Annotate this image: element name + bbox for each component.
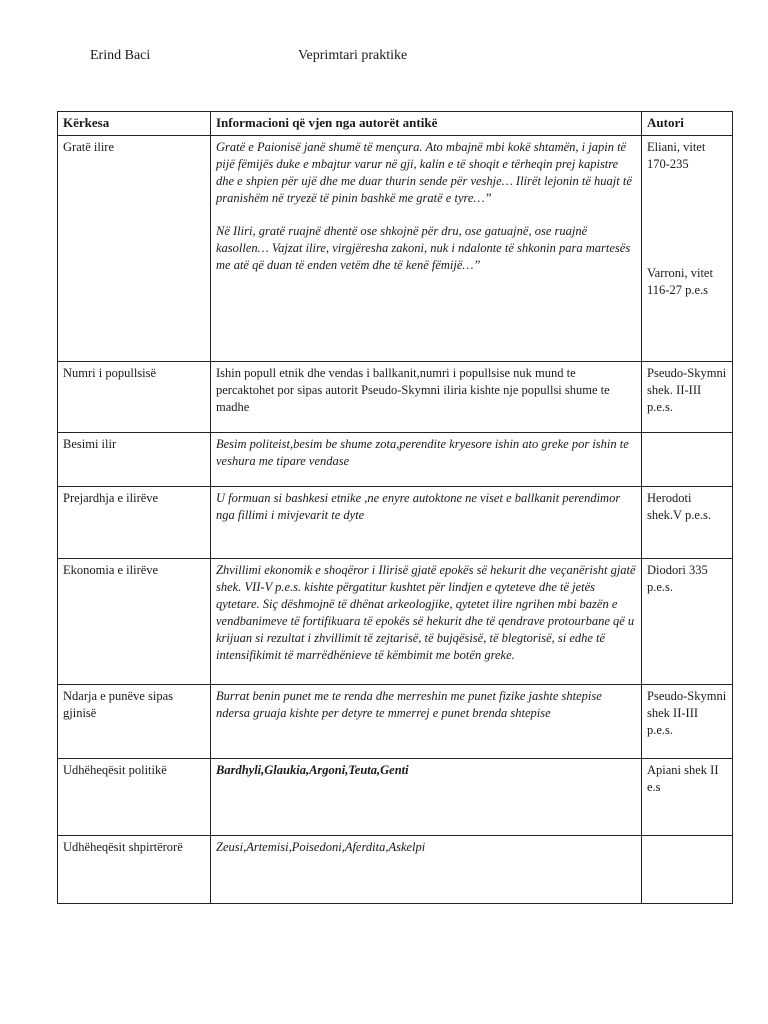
table-row [58, 685, 733, 759]
info-cell: Zeusi,Artemisi,Poisedoni,Aferdita,Askelpi [211, 836, 642, 904]
author-cell: Apiani shek II e.s [642, 759, 733, 836]
info-cell [211, 136, 642, 362]
table-row [58, 836, 733, 904]
column-header-info: Informacioni që vjen nga autorët antikë [211, 112, 642, 136]
column-header-author: Autori [642, 112, 733, 136]
requirement-cell: Ndarja e punëve sipas gjinisë [58, 685, 211, 759]
requirement-cell: Udhëheqësit shpirtërorë [58, 836, 211, 904]
requirement-cell: Besimi ilir [58, 433, 211, 487]
requirement-cell: Numri i popullsisë [58, 362, 211, 433]
info-cell: Burrat benin punet me te renda dhe merreshin me punet fizike jashte shtepise ndersa gruaja kishte per detyre te mmerrej e punet brenda shtepise [211, 685, 642, 759]
requirement-cell: Ekonomia e ilirëve [58, 559, 211, 685]
requirement-cell: Gratë ilire [58, 136, 211, 362]
author-cell: Pseudo-Skymni shek II-III p.e.s. [642, 685, 733, 759]
author-cell: Pseudo-Skymni shek. II-III p.e.s. [642, 362, 733, 433]
author-cell: Diodori 335 p.e.s. [642, 559, 733, 685]
author-name: Erind Baci [90, 48, 151, 63]
info-cell: Besim politeist,besim be shume zota,perendite kryesore ishin ato greke por ishin te veshura me tipare vendase [211, 433, 642, 487]
requirement-cell: Udhëheqësit politikë [58, 759, 211, 836]
author-cell [642, 136, 733, 362]
info-cell: Bardhyli,Glaukia,Argoni,Teuta,Genti [211, 759, 642, 836]
table-row [58, 487, 733, 559]
author-cell [642, 836, 733, 904]
info-paragraph: Në Iliri, gratë ruajnë dhentë ose shkojnë për dru, ose gatuajnë, ose ruajnë kasollen… Vajzat ilire, virgjëresha zakoni, nuk i ndalonte të shkonin para martesës me atë që duan të enden vetëm dhe të kenë fëmijë…” [216, 224, 631, 272]
column-header-requirement: Kërkesa [58, 112, 211, 136]
info-paragraph: Gratë e Paionisë janë shumë të mençura. Ato mbajnë mbi kokë shtamën, i japin të pijë fëmijës duke e mbajtur varur në gji, kalin e të shoqit e tërheqin prej kapistre dhe e shpien për ujë dhe me duar thurin sende për veshje… Ilirët lejonin të huajt të pranishëm në tryezë të pinin bashkë me gratë e tyre…” [216, 140, 632, 205]
requirements-table [57, 111, 733, 904]
table-row [58, 362, 733, 433]
author-text: Eliani, vitet 170-235 [647, 140, 706, 171]
info-cell: U formuan si bashkesi etnike ,ne enyre autoktone ne viset e ballkanit perendimor nga fillimi i mivjevarit te dyte [211, 487, 642, 559]
author-text: Varroni, vitet 116-27 p.e.s [647, 266, 713, 297]
table-header-row [58, 112, 733, 136]
table-row [58, 136, 733, 362]
table-row [58, 433, 733, 487]
requirement-cell: Prejardhja e ilirëve [58, 487, 211, 559]
author-cell [642, 433, 733, 487]
table-row [58, 759, 733, 836]
author-cell: Herodoti shek.V p.e.s. [642, 487, 733, 559]
info-cell: Ishin popull etnik dhe vendas i ballkanit,numri i popullsise nuk mund te percaktohet por sipas autorit Pseudo-Skymni iliria kishte nje popullsi shume te madhe [211, 362, 642, 433]
table-row [58, 559, 733, 685]
info-cell: Zhvillimi ekonomik e shoqëror i Ilirisë gjatë epokës së hekurit dhe veçanërisht gjatë shek. VII-V p.e.s. kishte përgatitur kushtet për lindjen e qyteteve dhe të jetës qytetare. Siç dëshmojnë të dhënat arkeologjike, qytetet ilire ngrihen mbi bazën e vendbanimeve të fortifikuara të epokës së hekurit dhe të qendrave protourbane që u krijuan si rezultat i zhvillimit të zejtarisë, të bujqësisë, të blegtorisë, si edhe të intensifikimit të marrëdhënieve të këmbimit me botën greke. [211, 559, 642, 685]
document-subject: Veprimtari praktike [298, 48, 408, 63]
